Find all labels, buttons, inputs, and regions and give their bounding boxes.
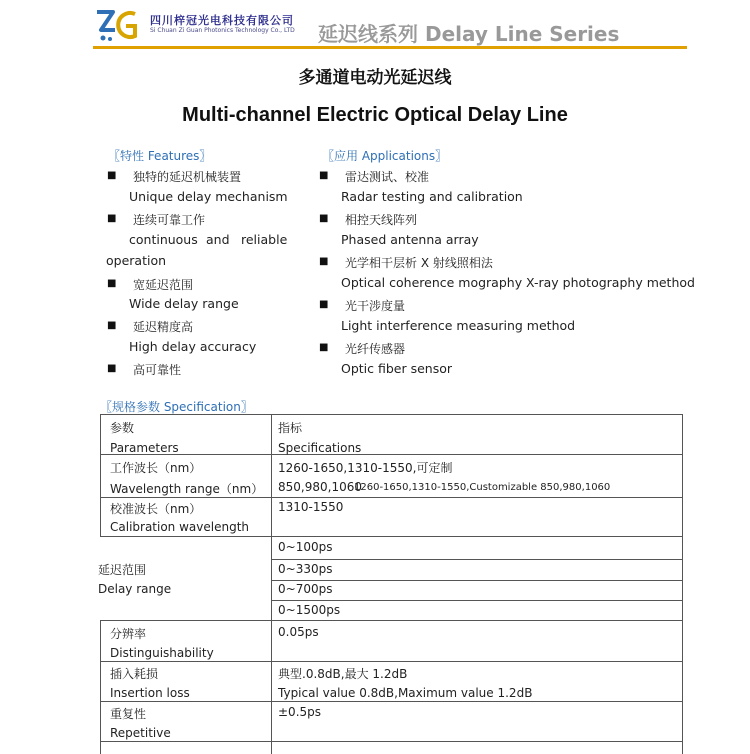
spec-value: 1260-1650,1310-1550,Customizable 850,980,1060: [354, 482, 611, 493]
product-title-en: Multi-channel Electric Optical Delay Line: [182, 104, 568, 126]
bullet-icon: ■: [319, 299, 329, 310]
product-title-cn: 多通道电动光延迟线: [298, 68, 452, 88]
spec-value: ±0.5ps: [278, 705, 322, 719]
table-border: [100, 620, 683, 621]
features-heading: 〖特性 Features〗: [108, 149, 212, 163]
param-en: Wavelength range（nm）: [110, 482, 264, 496]
spec-cn: 指标: [278, 421, 303, 435]
table-border: [100, 741, 683, 742]
table-border: [100, 414, 683, 415]
company-logo: [93, 6, 143, 44]
table-border: [100, 620, 101, 754]
param-cn: 参数: [110, 421, 135, 435]
bullet-icon: ■: [319, 170, 329, 181]
param-cn: 插入耗损: [110, 667, 159, 681]
bullet-icon: ■: [319, 256, 329, 267]
spec-value: 0.05ps: [278, 625, 319, 639]
param-en: Calibration wavelength: [110, 520, 250, 534]
application-cn: 光干涉度量: [345, 299, 406, 313]
table-border: [271, 414, 272, 754]
feature-cn: 延迟精度高: [133, 320, 194, 334]
application-en: Phased antenna array: [341, 232, 479, 247]
application-cn: 雷达测试、校准: [345, 170, 430, 184]
feature-en-word: and: [206, 232, 230, 247]
delay-value: 0~100ps: [278, 540, 333, 554]
feature-cn: 连续可靠工作: [133, 213, 206, 227]
spec-value: 1260-1650,1310-1550,可定制: [278, 461, 453, 475]
application-cn: 光学相干层析 X 射线照相法: [345, 256, 493, 270]
spec-value: Typical value 0.8dB,Maximum value 1.2dB: [278, 686, 533, 700]
table-border: [271, 580, 683, 581]
param-en: Parameters: [110, 441, 179, 455]
delay-value: 0~1500ps: [278, 603, 341, 617]
feature-en-word: reliable: [241, 232, 288, 247]
table-border: [100, 454, 683, 455]
param-en: Repetitive: [110, 726, 171, 740]
feature-en: High delay accuracy: [129, 339, 257, 354]
application-cn: 光纤传感器: [345, 342, 406, 356]
delay-value: 0~700ps: [278, 582, 333, 596]
param-cn: 分辨率: [110, 627, 147, 641]
param-cn: 延迟范围: [98, 563, 147, 577]
bullet-icon: ■: [107, 320, 117, 331]
feature-en: Wide delay range: [129, 296, 239, 311]
application-cn: 相控天线阵列: [345, 213, 418, 227]
table-border: [271, 559, 683, 560]
param-en: Delay range: [98, 582, 172, 596]
bullet-icon: ■: [319, 342, 329, 353]
feature-cn: 高可靠性: [133, 363, 182, 377]
header-rule: [93, 46, 687, 49]
param-cn: 校准波长（nm）: [110, 502, 202, 516]
series-title: 延迟线系列 Delay Line Series: [318, 22, 620, 46]
param-en: Distinguishability: [110, 646, 214, 660]
param-cn: 工作波长（nm）: [110, 461, 202, 475]
company-name-cn: 四川梓冠光电科技有限公司: [150, 14, 294, 27]
spec-heading: 〖规格参数 Specification〗: [100, 400, 253, 414]
application-en: Radar testing and calibration: [341, 189, 523, 204]
table-border: [100, 661, 683, 662]
bullet-icon: ■: [319, 213, 329, 224]
application-en: Optical coherence mography X-ray photography method: [341, 275, 695, 290]
delay-value: 0~330ps: [278, 562, 333, 576]
application-en: Optic fiber sensor: [341, 361, 453, 376]
bullet-icon: ■: [107, 170, 117, 181]
param-cn: 重复性: [110, 707, 147, 721]
param-en: Insertion loss: [110, 686, 190, 700]
bullet-icon: ■: [107, 363, 117, 374]
feature-cn: 独特的延迟机械装置: [133, 170, 242, 184]
table-border: [100, 536, 683, 537]
spec-value: 典型.0.8dB,最大 1.2dB: [278, 667, 408, 681]
feature-cn: 宽延迟范围: [133, 278, 194, 292]
feature-en-word: continuous: [129, 232, 198, 247]
spec-value: 1310-1550: [278, 500, 344, 514]
feature-en: Unique delay mechanism: [129, 189, 288, 204]
bullet-icon: ■: [107, 278, 117, 289]
bullet-icon: ■: [107, 213, 117, 224]
table-border: [682, 414, 683, 754]
application-en: Light interference measuring method: [341, 318, 576, 333]
applications-heading: 〖应用 Applications〗: [322, 149, 448, 163]
spec-table: [100, 414, 683, 754]
table-border: [100, 497, 683, 498]
table-border: [271, 600, 683, 601]
spec-en: Specifications: [278, 441, 362, 455]
table-border: [100, 414, 101, 536]
table-border: [100, 701, 683, 702]
feature-en-word: operation: [106, 253, 167, 268]
spec-value: 850,980,1060: [278, 480, 362, 494]
company-name-en: Si Chuan Zi Guan Photonics Technology Co., LTD: [150, 27, 295, 34]
